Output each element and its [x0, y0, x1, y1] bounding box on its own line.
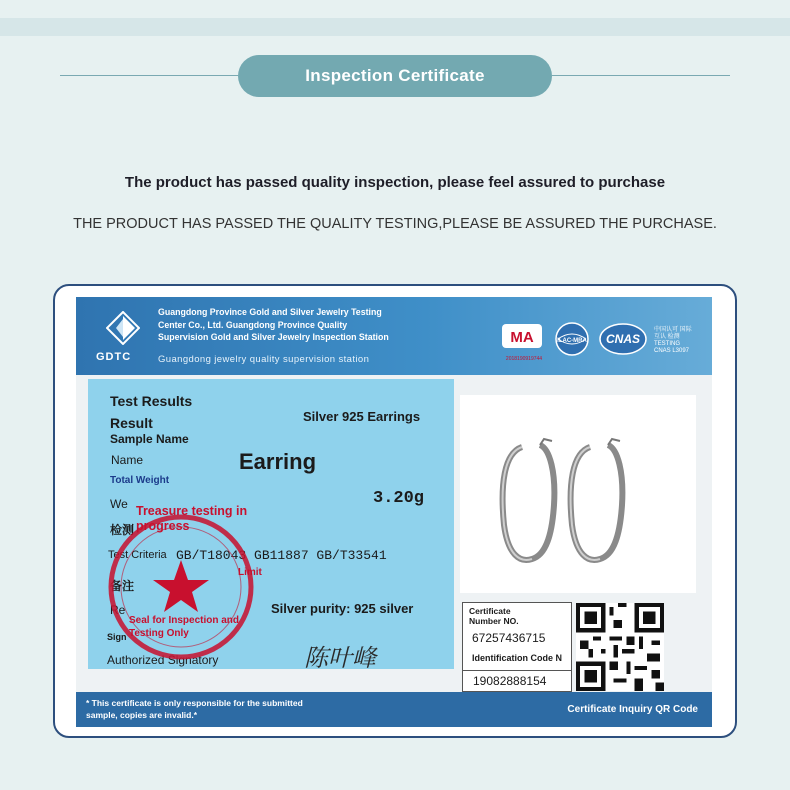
stamp-progress-text: Treasure testing in progress: [136, 504, 248, 533]
svg-text:CNAS: CNAS: [605, 332, 641, 346]
ilac-mra-icon: [552, 321, 592, 357]
remark-label-2: Re: [110, 603, 126, 617]
criteria-value: GB/T18043 GB11887 GB/T33541: [176, 548, 387, 563]
name-label: Name: [111, 453, 144, 467]
title-rule-right: [552, 75, 730, 76]
identification-label: Identification Code N: [472, 653, 562, 663]
sign-label: Sign: [107, 632, 127, 642]
footer-note: * This certificate is only responsible for the submitted sample, copies are invalid.*: [86, 698, 303, 720]
issuer-subtitle: Guangdong jewelry quality supervision station: [158, 354, 370, 365]
stamp-seal-text: Seal for Inspection and Testing Only: [129, 615, 240, 639]
headline: The product has passed quality inspection, please feel assured to purchase: [124, 174, 666, 191]
silver-purity: Silver purity: 925 silver: [271, 601, 414, 616]
section-title: Inspection Certificate: [238, 55, 552, 97]
test-label: 检测: [110, 523, 135, 537]
test-results-heading: Test Results: [110, 393, 193, 409]
weight-value: 3.20g: [373, 489, 425, 508]
identification-code: 19082888154: [473, 674, 547, 688]
qr-code-icon: [576, 603, 664, 691]
stamp-limit-text: Limit: [238, 567, 262, 578]
total-weight-label: Total Weight: [110, 475, 170, 486]
qr-code-label: Certificate Inquiry QR Code: [567, 704, 698, 715]
cnas-caption: 中国认可 国际互认 检测 TESTING CNAS L3097: [654, 327, 692, 354]
criteria-label: Test Criteria: [108, 549, 167, 561]
sample-name-label: Sample Name: [110, 432, 189, 446]
cnas-mark-icon: [598, 321, 648, 357]
title-rule-left: [60, 75, 238, 76]
product-photo: [460, 395, 696, 593]
authorized-signatory: Authorized Signatory: [107, 653, 219, 667]
certificate-header: [76, 297, 712, 375]
gdtc-label: GDTC: [96, 351, 132, 363]
issuer-name: Guangdong Province Gold and Silver Jewelry Testing Center Co., Ltd. Guangdong Province Quality Supervision Gold and Silver Jewelry Inspection Station: [158, 307, 389, 342]
weight-label: We: [110, 497, 128, 511]
top-strip: [0, 18, 790, 36]
certificate-card: [76, 297, 712, 727]
headline-english: THE PRODUCT HAS PASSED THE QUALITY TESTING,PLEASE BE ASSURED THE PURCHASE.: [73, 216, 717, 232]
certificate-footer: [76, 692, 712, 727]
certificate-number: 67257436715: [472, 631, 546, 645]
certificate-number-label: Certificate Number NO.: [469, 606, 519, 626]
signature: 陈叶峰: [304, 644, 376, 672]
earrings-image: [460, 395, 696, 593]
remark-label: 备注: [110, 579, 135, 593]
product-title: Silver 925 Earrings: [303, 409, 421, 424]
svg-text:ILAC-MRA: ILAC-MRA: [557, 338, 587, 344]
cma-number: 2018190919744: [505, 356, 543, 362]
gdtc-logo-icon: [106, 311, 140, 345]
product-name: Earring: [239, 449, 317, 474]
svg-text:MA: MA: [510, 329, 534, 346]
result-label: Result: [110, 415, 153, 431]
cma-mark-icon: [500, 321, 544, 357]
